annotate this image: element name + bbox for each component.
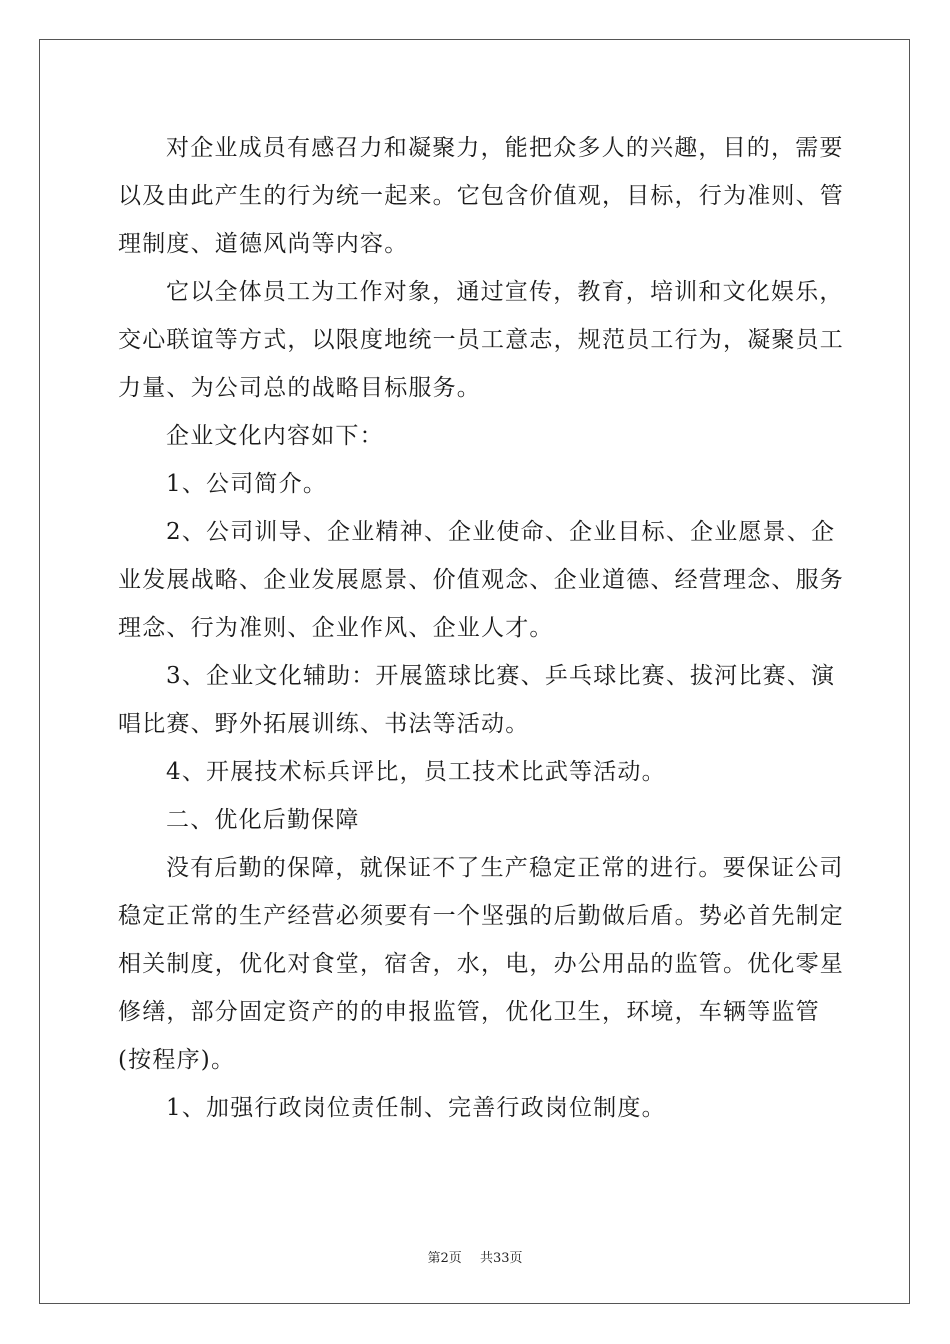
- text-line: 交心联谊等方式，以限度地统一员工意志，规范员工行为，凝聚员工: [118, 327, 844, 353]
- text-line: 二、优化后勤保障: [166, 807, 360, 833]
- paragraph: [118, 124, 844, 268]
- text-line: 对企业成员有感召力和凝聚力，能把众多人的兴趣，目的，需要: [166, 135, 844, 161]
- list-item: [118, 508, 844, 652]
- text-line: 唱比赛、野外拓展训练、书法等活动。: [118, 711, 530, 737]
- page-number: 第2页: [427, 1251, 462, 1266]
- text-line: 1、公司简介。: [166, 471, 328, 497]
- text-line: (按程序)。: [118, 1047, 236, 1073]
- text-line: 力量、为公司总的战略目标服务。: [118, 375, 481, 401]
- text-line: 修缮，部分固定资产的的申报监管，优化卫生，环境，车辆等监管: [118, 999, 820, 1025]
- paragraph: [118, 268, 844, 412]
- list-item: [118, 652, 834, 748]
- page-footer: [0, 1247, 950, 1266]
- text-line: 相关制度，优化对食堂，宿舍，水，电，办公用品的监管。优化零星: [118, 951, 844, 977]
- text-line: 以及由此产生的行为统一起来。它包含价值观，目标，行为准则、管: [118, 183, 844, 209]
- list-item: [118, 1084, 834, 1132]
- text-line: 理制度、道德风尚等内容。: [118, 231, 409, 257]
- text-line: 理念、行为准则、企业作风、企业人才。: [118, 615, 554, 641]
- text-line: 1、加强行政岗位责任制、完善行政岗位制度。: [166, 1095, 666, 1121]
- text-line: 3、企业文化辅助：开展篮球比赛、乒乓球比赛、拔河比赛、演: [166, 663, 836, 689]
- text-line: 4、开展技术标兵评比，员工技术比武等活动。: [166, 759, 666, 785]
- text-line: 企业文化内容如下：: [166, 423, 384, 449]
- text-line: 2、公司训导、企业精神、企业使命、企业目标、企业愿景、企: [166, 519, 836, 545]
- text-line: 业发展战略、企业发展愿景、价值观念、企业道德、经营理念、服务: [118, 567, 844, 593]
- paragraph: [118, 844, 844, 1084]
- section-heading: [118, 796, 834, 844]
- document-body: [118, 124, 844, 1132]
- text-line: 稳定正常的生产经营必须要有一个坚强的后勤做后盾。势必首先制定: [118, 903, 844, 929]
- list-item: [118, 460, 834, 508]
- list-item: [118, 748, 834, 796]
- page-total: 共33页: [479, 1251, 523, 1266]
- text-line: 没有后勤的保障，就保证不了生产稳定正常的进行。要保证公司: [166, 855, 844, 881]
- paragraph: [118, 412, 834, 460]
- text-line: 它以全体员工为工作对象，通过宣传，教育，培训和文化娱乐，: [166, 279, 844, 305]
